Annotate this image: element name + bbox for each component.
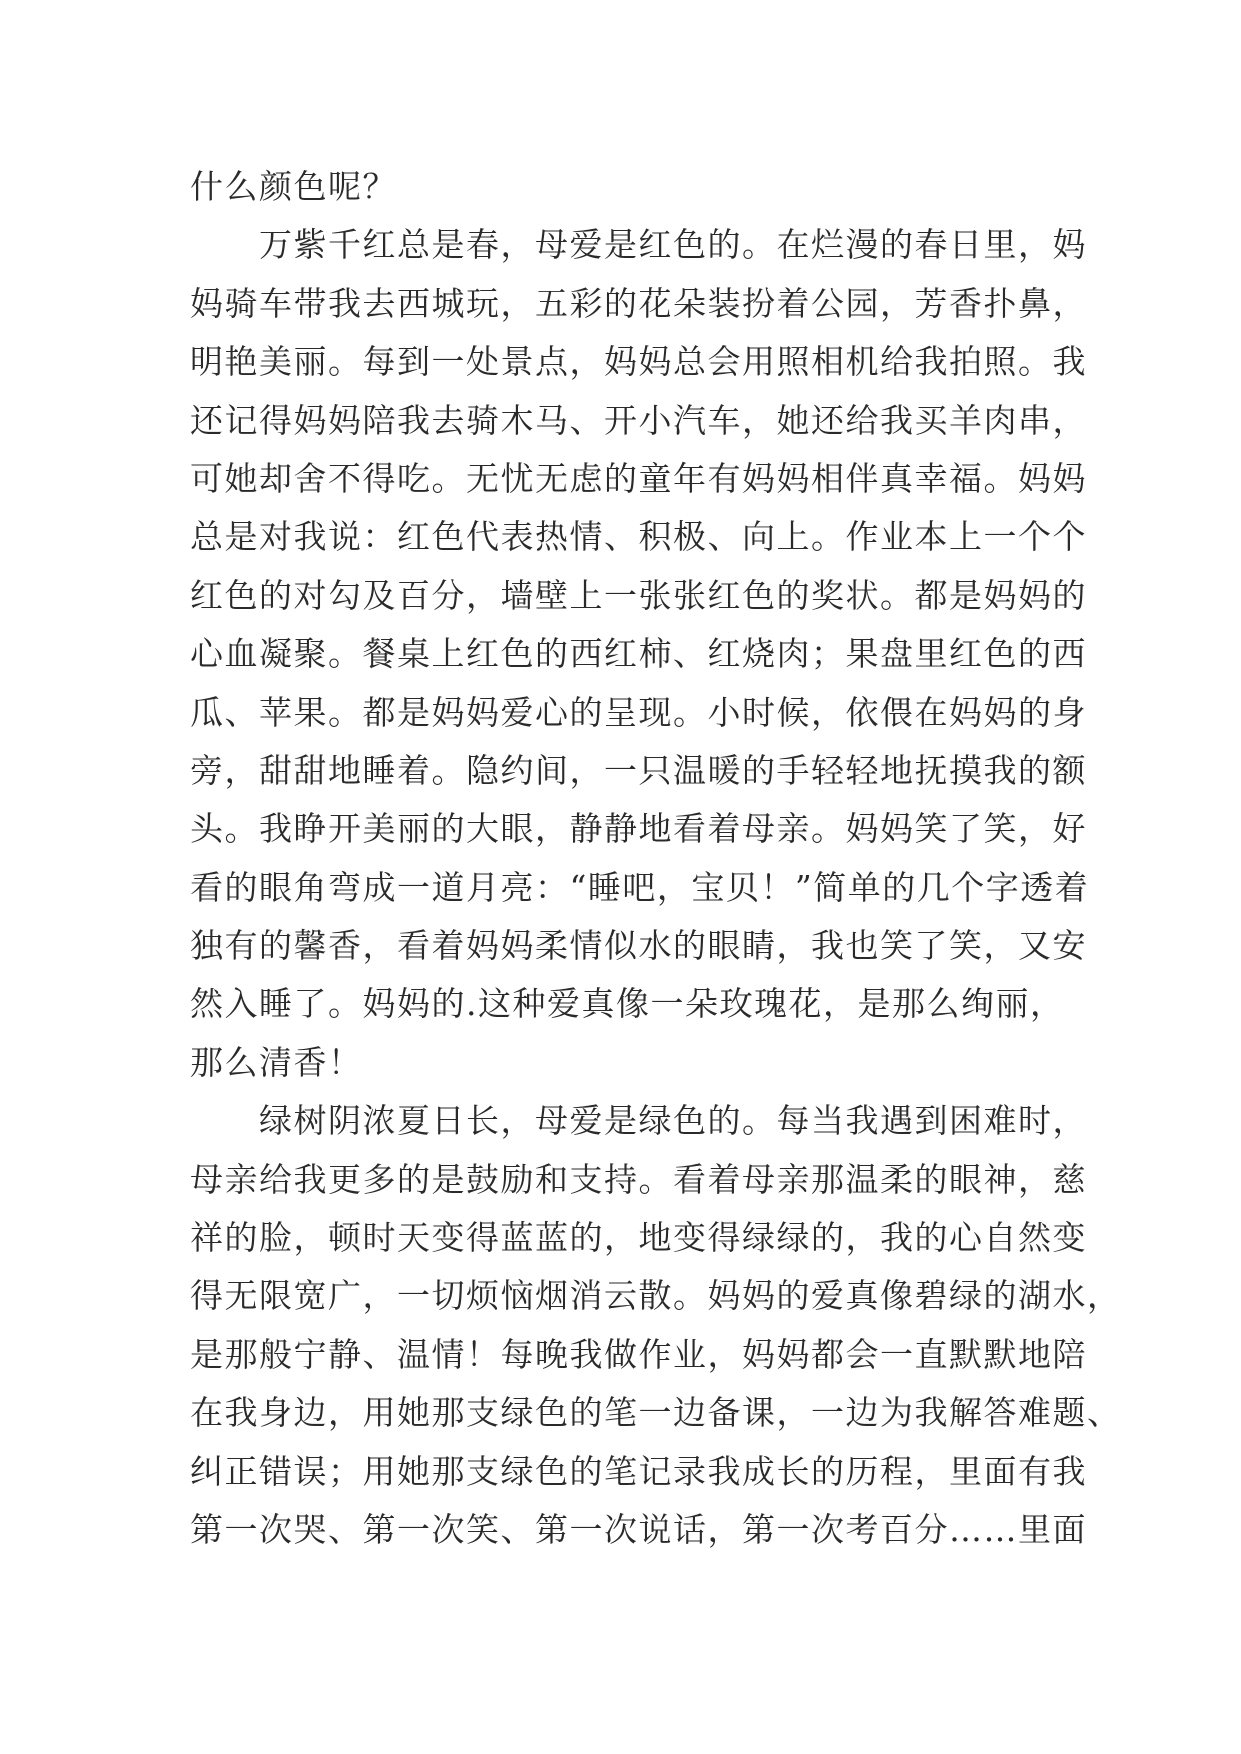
text-line: 心血凝聚。餐桌上红色的西红柿、红烧肉；果盘里红色的西 bbox=[190, 634, 1087, 674]
paragraph-start-line: 万紫千红总是春，母爱是红色的。在烂漫的春日里，妈 bbox=[259, 225, 1087, 265]
text-line: 看的眼角弯成一道月亮：“睡吧，宝贝！”简单的几个字透着 bbox=[190, 867, 1090, 907]
text-line: 旁，甜甜地睡着。隐约间，一只温暖的手轻轻地抚摸我的额 bbox=[190, 750, 1087, 790]
text-line: 头。我睁开美丽的大眼，静静地看着母亲。妈妈笑了笑，好 bbox=[190, 809, 1087, 849]
text-line: 祥的脸，顿时天变得蓝蓝的，地变得绿绿的，我的心自然变 bbox=[190, 1218, 1087, 1258]
text-line: 纠正错误；用她那支绿色的笔记录我成长的历程，里面有我 bbox=[190, 1451, 1087, 1491]
text-line: 得无限宽广，一切烦恼烟消云散。妈妈的爱真像碧绿的湖水， bbox=[190, 1276, 1122, 1316]
text-line: 可她却舍不得吃。无忧无虑的童年有妈妈相伴真幸福。妈妈 bbox=[190, 458, 1087, 498]
text-line: 然入睡了。妈妈的.这种爱真像一朵玫瑰花，是那么绚丽， bbox=[190, 984, 1065, 1024]
text-line: 在我身边，用她那支绿色的笔一边备课，一边为我解答难题、 bbox=[190, 1393, 1122, 1433]
text-line: 红色的对勾及百分，墙壁上一张张红色的奖状。都是妈妈的 bbox=[190, 575, 1087, 615]
text-line: 什么颜色呢？ bbox=[190, 167, 397, 206]
text-line: 明艳美丽。每到一处景点，妈妈总会用照相机给我拍照。我 bbox=[190, 342, 1087, 382]
text-line: 还记得妈妈陪我去骑木马、开小汽车，她还给我买羊肉串， bbox=[190, 400, 1087, 440]
text-line: 第一次哭、第一次笑、第一次说话，第一次考百分……里面 bbox=[190, 1509, 1087, 1549]
document-body bbox=[190, 158, 1122, 1559]
text-line: 那么清香！ bbox=[190, 1042, 363, 1082]
text-line: 瓜、苹果。都是妈妈爱心的呈现。小时候，依偎在妈妈的身 bbox=[190, 692, 1087, 732]
text-line: 是那般宁静、温情！每晚我做作业，妈妈都会一直默默地陪 bbox=[190, 1334, 1087, 1374]
text-line: 妈骑车带我去西城玩，五彩的花朵装扮着公园，芳香扑鼻， bbox=[190, 283, 1087, 323]
text-line: 母亲给我更多的是鼓励和支持。看着母亲那温柔的眼神，慈 bbox=[190, 1159, 1087, 1199]
paragraph-start-line: 绿树阴浓夏日长，母爱是绿色的。每当我遇到困难时， bbox=[259, 1101, 1087, 1141]
text-line: 总是对我说：红色代表热情、积极、向上。作业本上一个个 bbox=[190, 517, 1087, 557]
text-line: 独有的馨香，看着妈妈柔情似水的眼睛，我也笑了笑，又安 bbox=[190, 926, 1087, 966]
